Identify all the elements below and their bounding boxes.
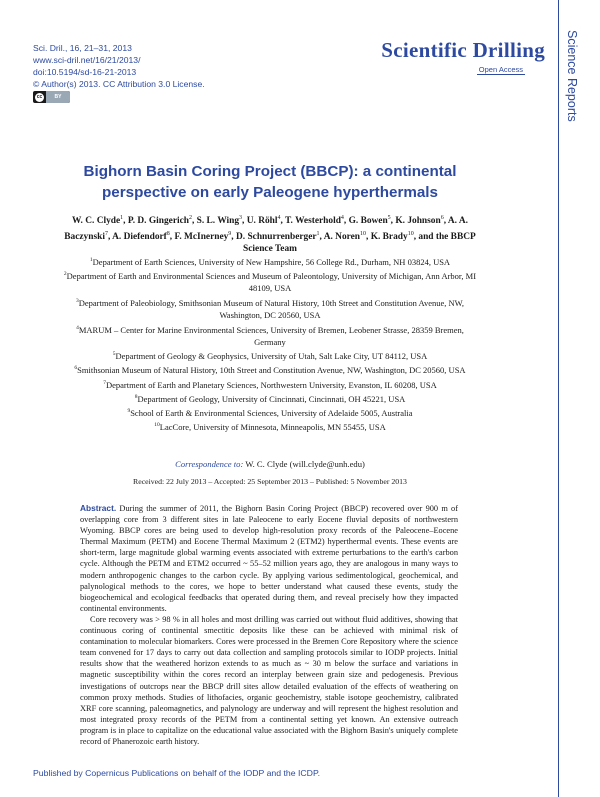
correspondence-contact[interactable]: W. C. Clyde (will.clyde@unh.edu): [245, 459, 365, 469]
author-name: K. Brady: [370, 231, 408, 242]
affiliation-number: 5: [112, 351, 116, 358]
title-line-2: perspective on early Paleogene hyperthermals: [102, 184, 438, 201]
author-affiliation-mark: 3: [239, 215, 243, 221]
section-side-tab: [558, 0, 600, 797]
affiliation-number: 6: [74, 365, 78, 372]
author-name: D. Schnurrenberger: [235, 231, 317, 242]
attribution-icon: BY: [46, 91, 70, 103]
author-name: A. Diefendorf: [112, 231, 167, 242]
cc-by-license-badge[interactable]: [33, 91, 70, 103]
affiliation-item: [60, 391, 480, 405]
author-name: the BBCP Science Team: [243, 231, 476, 255]
affiliation-item: [60, 377, 480, 391]
doi[interactable]: doi:10.5194/sd-16-21-2013: [33, 67, 137, 78]
affiliation-text: Smithsonian Museum of Natural History, 10th Street and Constitution Avenue, NW, Washington, DC 20560, USA: [77, 365, 466, 376]
author-affiliation-mark: 1: [120, 215, 124, 221]
article-metadata: [33, 42, 205, 90]
author-name: P. D. Gingerich: [127, 216, 189, 227]
correspondence-label: Correspondence to:: [175, 459, 244, 469]
affiliation-list: [60, 254, 480, 434]
publication-dates: Received: 22 July 2013 – Accepted: 25 September 2013 – Published: 5 November 2013: [133, 477, 407, 486]
journal-url[interactable]: www.sci-dril.net/16/21/2013/: [33, 55, 141, 66]
author-affiliation-mark: 2: [188, 215, 192, 221]
affiliation-item: [60, 419, 480, 433]
author-affiliation-mark: 10: [360, 230, 367, 237]
affiliation-text: Department of Geology, University of Cincinnati, Cincinnati, OH 45221, USA: [137, 393, 406, 404]
author-name: U. Röhl: [246, 216, 278, 227]
affiliation-number: 3: [75, 297, 79, 304]
author-affiliation-mark: 8: [166, 230, 170, 237]
affiliation-text: Department of Paleobiology, Smithsonian Museum of Natural History, 10th Street and Constitution Avenue, NW, Washington, DC 20560, USA: [78, 297, 465, 321]
publisher-footer: Published by Copernicus Publications on behalf of the IODP and the ICDP.: [33, 768, 321, 778]
affiliation-item: [60, 348, 480, 362]
author-affiliation-mark: 10: [407, 230, 414, 237]
author-name: K. Johnson: [395, 216, 441, 227]
section-label: Science Reports: [565, 30, 579, 122]
affiliation-item: [60, 254, 480, 268]
affiliation-item: [60, 405, 480, 419]
author-name: F. McInerney: [174, 231, 229, 242]
author-name: A. Noren: [323, 231, 361, 242]
affiliation-text: MARUM – Center for Marine Environmental Sciences, University of Bremen, Leobener Strasse, 28359 Bremen, Germany: [78, 324, 464, 347]
author-affiliation-mark: 4: [277, 215, 281, 221]
correspondence: [60, 459, 480, 469]
citation: Sci. Dril., 16, 21–31, 2013: [33, 43, 132, 53]
affiliation-number: 9: [127, 408, 131, 415]
license-text: © Author(s) 2013. CC Attribution 3.0 License.: [33, 79, 205, 90]
affiliation-text: Department of Geology & Geophysics, University of Utah, Salt Lake City, UT 84112, USA: [115, 350, 428, 361]
affiliation-number: 10: [154, 422, 160, 429]
creative-commons-icon: cc: [36, 94, 43, 100]
author-list: W. C. Clyde$^1$, P. D. Gingerich$^2$, S. L. Wing$^3$, U. Röhl$^4$, T. Westerhold$^4$, G. Bowen$^5$, K. Johnson$^6$, A. A. Baczynski$^7$, A. Diefendorf$^8$, F. McInerney$^9$, D. Schnurrenberger$^1$, A. Noren$^{10}$, K. Brady$^{10}$, and the BBCP Science Team: [64, 215, 476, 255]
author-affiliation-mark: 4: [340, 215, 344, 221]
affiliation-item: [60, 322, 480, 349]
author-name: G. Bowen: [348, 216, 388, 227]
abstract: [80, 503, 458, 747]
author-name: A. A. Baczynski: [64, 216, 468, 242]
affiliation-number: 4: [76, 324, 79, 331]
author-name: T. Westerhold: [285, 216, 341, 227]
affiliation-number: 7: [103, 379, 106, 386]
abstract-paragraph-1: Abstract. During the summer of 2011, the Bighorn Basin Coring Project (BBCP) recovered over 900 m of overlapping core from 3 different sites in late Paleocene to early Eocene fluvial deposits of northwestern Wyoming. BBCP cores are being used to develop high-resolution proxy records of the Paleocene–Eocene Thermal Maximum (PETM) and Eocene Thermal Maximum 2 (ETM2) hyperthermal events. These events are short-term, large magnitude global warming events associated with extreme perturbations to the earth's carbon cycle. Although the PETM and ETM2 occurred ~ 55–52 million years ago, they are analogous in many ways to modern anthropogenic changes to the carbon cycle. By applying various sedimentological, geochemical, and palynological methods to the cores, we hope to better understand what caused these events, study the biogeochemical and ecological feedbacks that operated during them, and reveal precisely how they impacted continental environments.: [80, 503, 458, 613]
author-affiliation-mark: 7: [104, 230, 108, 237]
affiliation-item: [60, 362, 480, 376]
affiliation-text: Department of Earth Sciences, University of New Hampshire, 56 College Rd., Durham, NH 03824, USA: [92, 256, 451, 267]
affiliation-text: LacCore, University of Minnesota, Minneapolis, MN 55455, USA: [159, 422, 386, 433]
journal-logo: [370, 38, 545, 74]
open-access-label: Open Access: [478, 65, 523, 74]
paper-title: [60, 161, 480, 203]
affiliation-item: [60, 268, 480, 295]
abstract-label: Abstract.: [80, 503, 117, 513]
author-affiliation-mark: 9: [228, 230, 232, 237]
abstract-paragraph-2: Core recovery was > 98 % in all holes and most drilling was carried out without fluid additives, showing that continuous coring of continental smectitic deposits like these can be achieved with minimal risk of contamination to molecular biomarkers. Cores were processed in the Bremen Core Repository where the science team convened for 17 days to carry out data collection and sampling protocols similar to IODP projects. Initial results show that the weathered horizon extends to as much as ~ 30 m below the surface and variations in magnetic susceptibility within the cores record an interplay between grain size and pedogenesis. Previous investigations of outcrops near the BBCP drill sites allow detailed evaluation of the effects of weathering on common proxy methods. Studies of lithofacies, organic geochemistry, stable isotope geochemistry, calibrated XRF core scanning, paleomagnetics, and palynology are underway and will represent the highest resolution and most integrated proxy records of the PETM from a continental setting yet known. An extensive outreach program is in place to capitalize on the educational value associated with the Bighorn Basin's uniquely complete record of Phanerozoic earth history.: [80, 614, 458, 746]
journal-title: Scientific Drilling: [381, 38, 545, 62]
affiliation-text: Department of Earth and Planetary Sciences, Northwestern University, Evanston, IL 60208, USA: [105, 379, 437, 390]
title-line-1: Bighorn Basin Coring Project (BBCP): a continental: [83, 163, 457, 180]
affiliation-text: School of Earth & Environmental Sciences, University of Adelaide 5005, Australia: [130, 407, 413, 418]
author-affiliation-mark: 5: [387, 215, 391, 221]
affiliation-number: 8: [134, 393, 138, 400]
affiliation-number: 1: [89, 257, 93, 263]
author-name: S. L. Wing: [196, 216, 240, 227]
affiliation-text: Department of Earth and Environmental Sciences and Museum of Paleontology, University of Michigan, Ann Arbor, MI 48109, USA: [66, 271, 477, 294]
author-affiliation-mark: 1: [316, 230, 320, 237]
side-divider: [558, 0, 559, 797]
author-name: W. C. Clyde: [72, 216, 121, 227]
affiliation-number: 2: [63, 271, 67, 278]
author-affiliation-mark: 6: [440, 215, 444, 221]
affiliation-item: [60, 295, 480, 322]
